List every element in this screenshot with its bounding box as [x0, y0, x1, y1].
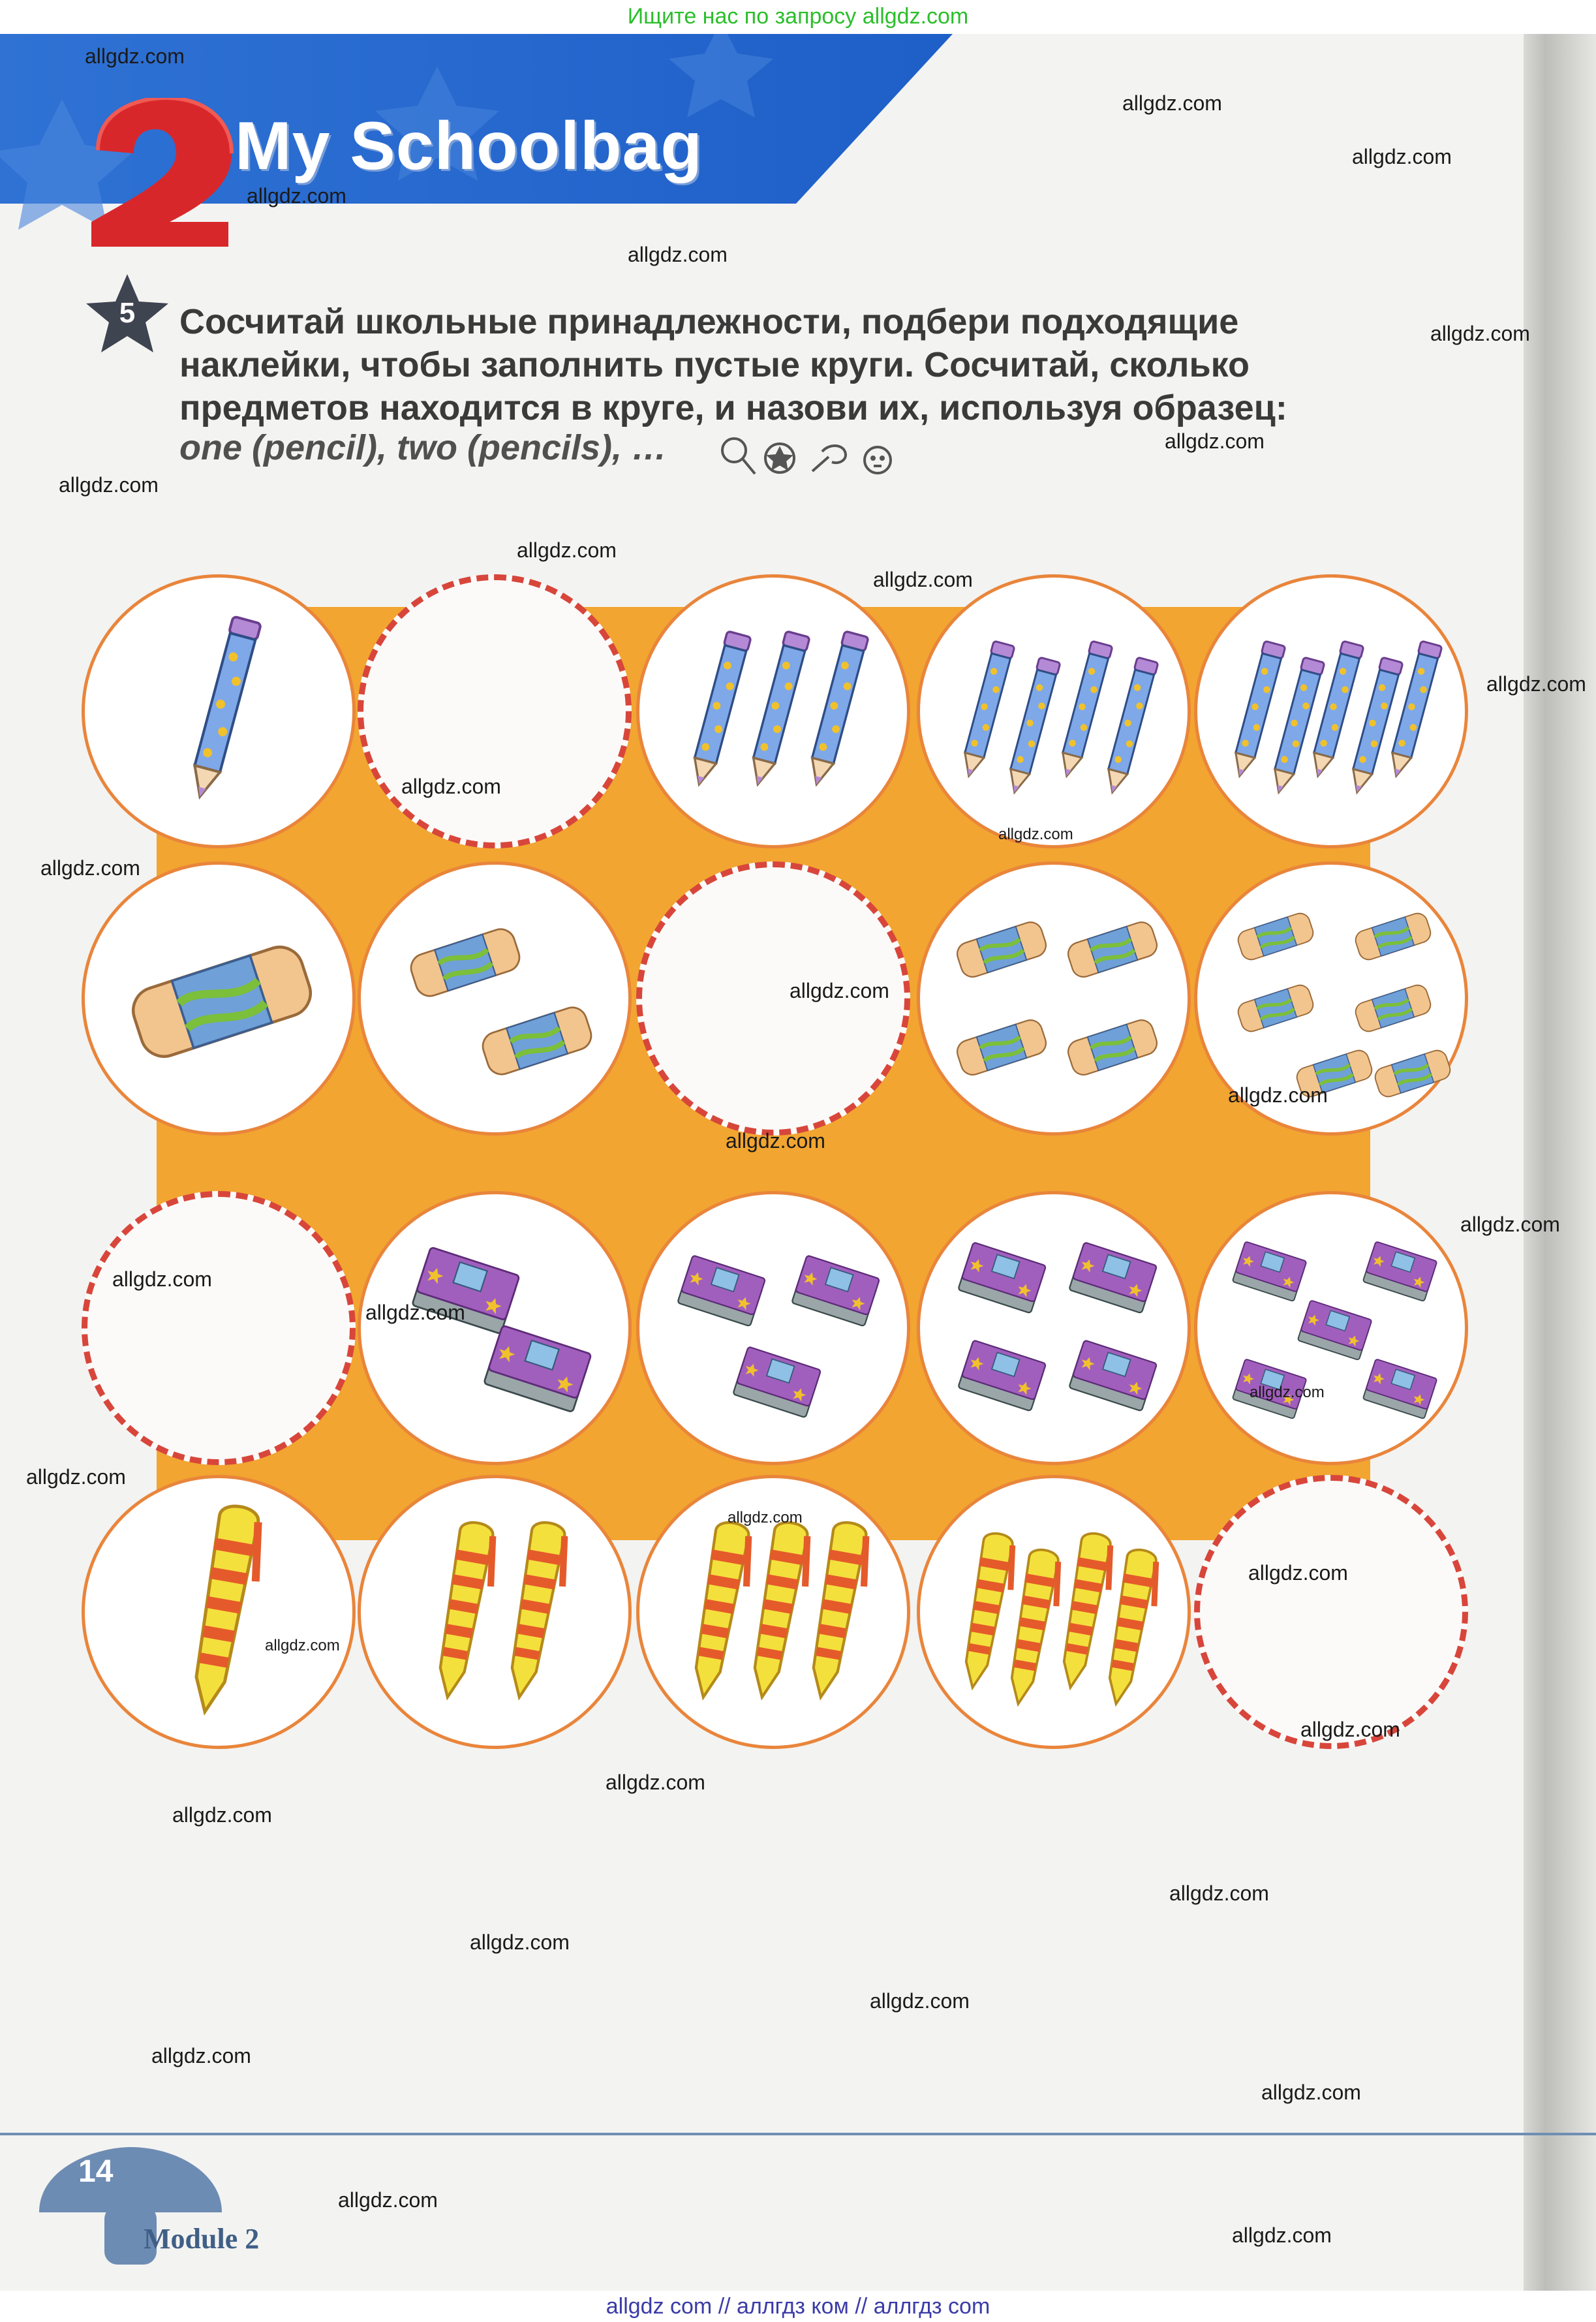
task-example-line: [179, 427, 667, 468]
rubber-icon: [1373, 1048, 1453, 1100]
watermark-text: allgdz.com: [470, 1930, 570, 1954]
book-icon: [483, 1325, 591, 1412]
rubber-icon: [1236, 911, 1316, 963]
item-circle-pencil: [1194, 574, 1468, 848]
item-circle-rubber: [358, 861, 632, 1136]
watermark-text: allgdz.com: [998, 826, 1073, 843]
rubber-icon: [479, 1004, 594, 1078]
pen-icon: [185, 1504, 268, 1716]
item-circle-pen: [82, 1475, 356, 1749]
pencil-icon: [687, 631, 751, 788]
pencil-icon: [1102, 657, 1158, 795]
item-circle-book: [1194, 1191, 1468, 1465]
rubber-icon: [1353, 911, 1434, 963]
example-separator: ,: [377, 428, 397, 467]
task-text-line: предметов находится в круге, и назови их, используя образец:: [179, 388, 1287, 427]
speaking-icon: [812, 446, 846, 471]
watermark-text: allgdz.com: [873, 568, 973, 591]
rubber-icon: [407, 925, 523, 1000]
watermark-text: allgdz.com: [628, 243, 728, 266]
pen-icon: [746, 1520, 816, 1701]
watermark-text: allgdz.com: [1261, 2081, 1361, 2104]
pencil-icon: [1056, 641, 1113, 779]
pen-icon: [1056, 1531, 1118, 1691]
example-ellipsis: , …: [612, 428, 668, 467]
watermark-text: allgdz.com: [247, 184, 346, 208]
watermark-text: allgdz.com: [726, 1129, 825, 1153]
watermark-text: allgdz.com: [1300, 1718, 1400, 1741]
watermark-text: allgdz.com: [1122, 91, 1222, 115]
book-group: [1197, 1194, 1471, 1468]
item-circle-pen: [917, 1475, 1191, 1749]
book-group: [639, 1194, 913, 1468]
task-icons: [714, 431, 910, 483]
watermark-text: allgdz.com: [172, 1803, 272, 1827]
rubber-icon: [1353, 983, 1434, 1034]
search-hint-link[interactable]: Ищите нас по запросу allgdz.com: [627, 4, 969, 29]
watermark-text: allgdz.com: [790, 979, 889, 1002]
page-number: 14: [78, 2154, 114, 2189]
watermark-text: allgdz.com: [517, 538, 617, 562]
watermark-text: allgdz.com: [1248, 1561, 1348, 1585]
item-circle-pen: [358, 1475, 632, 1749]
pencil-group: [85, 578, 359, 852]
page-edge-shadow: [1524, 34, 1596, 2291]
magnifier-icon: [722, 439, 755, 474]
book-icon: [791, 1255, 880, 1326]
rubber-icon: [1236, 983, 1316, 1034]
book-icon: [1363, 1359, 1437, 1419]
book-icon: [1363, 1241, 1437, 1301]
watermark-text: allgdz.com: [1228, 1083, 1328, 1107]
book-group: [920, 1194, 1194, 1468]
watermark-text: allgdz.com: [870, 1989, 970, 2013]
unit-number-badge: [78, 98, 248, 248]
item-circle-book: [917, 1191, 1191, 1465]
watermark-text: allgdz.com: [338, 2188, 438, 2212]
task-text-line: Сосчитай школьные принадлежности, подбери подходящие: [179, 302, 1239, 341]
pencil-icon: [186, 616, 261, 800]
item-circle-pencil: [82, 574, 356, 848]
watermark-text: allgdz.com: [1232, 2223, 1332, 2247]
thinking-face-icon: [865, 447, 891, 473]
empty-sticker-circle[interactable]: [1194, 1475, 1468, 1749]
book-icon: [1298, 1300, 1372, 1360]
pen-icon: [805, 1520, 874, 1701]
watermark-text: allgdz.com: [728, 1509, 803, 1526]
book-group: [361, 1194, 635, 1468]
rubber-icon: [954, 919, 1049, 980]
example-one: one (pencil): [179, 428, 378, 467]
pencil-icon: [959, 641, 1015, 779]
watermark-text: allgdz.com: [59, 473, 159, 497]
book-icon: [1233, 1241, 1307, 1301]
watermark-text: allgdz.com: [1430, 322, 1530, 345]
pencil-group: [920, 578, 1194, 852]
pen-group: [920, 1478, 1194, 1752]
pen-icon: [958, 1531, 1020, 1691]
item-circle-book: [636, 1191, 910, 1465]
watermark-text: allgdz.com: [401, 775, 501, 798]
rubber-icon: [1065, 1017, 1159, 1077]
watermark-text: allgdz.com: [265, 1637, 340, 1654]
pen-group: [85, 1478, 359, 1752]
watermark-text: allgdz.com: [85, 44, 185, 68]
watermark-text: allgdz.com: [1165, 429, 1265, 453]
pen-group: [361, 1478, 635, 1752]
book-icon: [733, 1346, 821, 1417]
footer-rule: [0, 2133, 1596, 2135]
item-circle-pencil: [636, 574, 910, 848]
module-label: Module 2: [144, 2223, 260, 2255]
rubber-group: [361, 865, 635, 1139]
task-text-line: наклейки, чтобы заполнить пустые круги. Сосчитай, сколько: [179, 345, 1250, 384]
item-circle-rubber: [82, 861, 356, 1136]
book-icon: [958, 1340, 1046, 1411]
item-circle-rubber: [917, 861, 1191, 1136]
pen-icon: [431, 1520, 501, 1701]
empty-sticker-circle[interactable]: [358, 574, 632, 848]
watermark-text: allgdz.com: [112, 1267, 212, 1291]
watermark-text: allgdz.com: [1169, 1881, 1269, 1905]
bottom-links[interactable]: allgdz com // аллгдз ком // аллгдз com: [606, 2294, 990, 2319]
watermark-text: allgdz.com: [1460, 1213, 1560, 1236]
watermark-text: allgdz.com: [1486, 672, 1586, 696]
rubber-group: [85, 865, 359, 1139]
item-circle-book: [358, 1191, 632, 1465]
unit-title: My Schoolbag: [235, 108, 703, 184]
book-icon: [1069, 1340, 1157, 1411]
book-icon: [958, 1242, 1046, 1313]
rubber-icon: [1065, 919, 1159, 980]
pencil-group: [1197, 578, 1471, 852]
empty-sticker-circle[interactable]: [82, 1191, 356, 1465]
pen-icon: [503, 1520, 573, 1701]
watermark-text: allgdz.com: [151, 2044, 251, 2067]
watermark-text: allgdz.com: [1250, 1384, 1325, 1401]
pencil-icon: [1004, 657, 1060, 795]
watermark-text: allgdz.com: [26, 1465, 126, 1489]
task-number: 5: [119, 297, 136, 329]
pencil-group: [639, 578, 913, 852]
watermark-text: allgdz.com: [40, 856, 140, 880]
book-icon: [677, 1255, 765, 1326]
watermark-text: allgdz.com: [1352, 145, 1452, 168]
watermark-text: allgdz.com: [606, 1771, 705, 1794]
rubber-icon: [127, 941, 316, 1062]
sticker-icon: [765, 444, 794, 472]
pencil-icon: [805, 631, 868, 788]
watermark-text: allgdz.com: [365, 1301, 465, 1324]
rubber-group: [920, 865, 1194, 1139]
pen-icon: [687, 1520, 757, 1701]
example-two: two (pencils): [397, 428, 613, 467]
book-icon: [1069, 1242, 1157, 1313]
rubber-icon: [954, 1017, 1049, 1077]
item-circle-pencil: [917, 574, 1191, 848]
pencil-icon: [746, 631, 810, 788]
